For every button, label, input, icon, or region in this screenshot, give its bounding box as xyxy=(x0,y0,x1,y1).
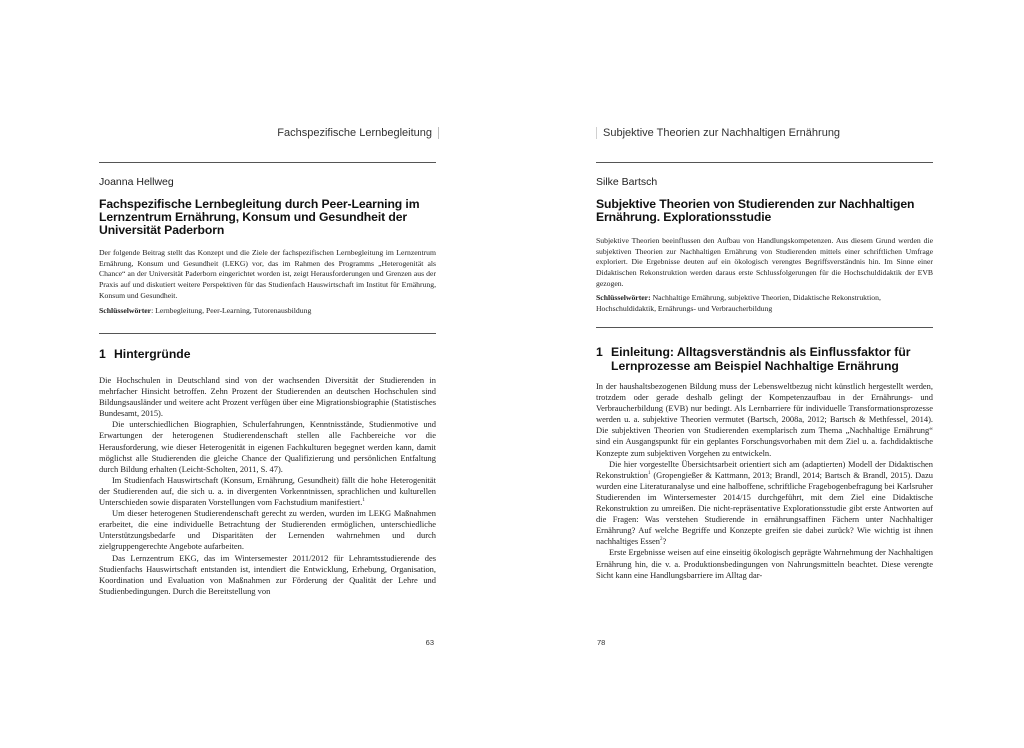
footnote-mark[interactable]: 2 xyxy=(659,537,663,543)
section-title-line2: Lernprozesse am Beispiel Nachhaltige Ernährung xyxy=(611,358,899,373)
keywords-list: Nachhaltige Ernährung, subjektive Theorien, Didaktische Rekonstruktion, Hochschuldidaktik, Ernährungs- und Verbraucherbildung xyxy=(596,293,881,313)
section-heading xyxy=(99,348,439,362)
paragraph: Die Hochschulen in Deutschland sind von der wachsenden Diversität der Studierenden in mehrfacher Hinsicht betroffen. Zehn Prozent der Studierenden an deutschen Hochschulen sind Bildungsausländer und weitere acht Prozent verfügen über eine Migrationsbiographie (Statistisches Bundesamt, 2015). xyxy=(99,375,436,419)
body-text xyxy=(99,375,436,597)
running-header: Fachspezifische Lernbegleitung xyxy=(277,127,439,139)
abstract: Der folgende Beitrag stellt das Konzept und die Ziele der fachspezifischen Lernbegleitung im Lernzentrum Ernährung, Konsum und Gesundheit (LEKG) vor, das im Rahmen des Programms „Heterogenität als Chance“ an der Universität Paderborn eingerichtet worden ist, zeigt Herausforderungen und Grenzen aus der Praxis auf und diskutiert weitere Perspektiven für das Studienfach Hauswirtschaft im Institut für Ernährung, Konsum und Gesundheit. xyxy=(99,248,436,300)
running-header: Subjektive Theorien zur Nachhaltigen Ernährung xyxy=(596,127,840,139)
keywords-list: : Lernbegleitung, Peer-Learning, Tutorenausbildung xyxy=(151,306,312,315)
keywords xyxy=(596,293,933,314)
header-rule xyxy=(596,162,933,163)
section-title: Hintergründe xyxy=(114,347,191,361)
paragraph: Im Studienfach Hauswirtschaft (Konsum, Ernährung, Gesundheit) fällt die hohe Heterogenität der Studierenden auf, die sich u. a. in divergenten Vorkenntnissen, sprachlichen und kulturellen Unterschieden sowie disparaten Vorstellungen vom Fachstudium manifestiert.$^1$ xyxy=(99,474,436,508)
paragraph: Die unterschiedlichen Biographien, Schulerfahrungen, Kenntnisstände, Studienmotive und Erwartungen der heterogenen Studierendenschaft stellen alle Fachbereiche vor die Herausforderung, wie dieser Heterogenität in eigenen Fachkulturen begegnet werden kann, damit möglichst alle Studierenden die gleiche Chance der Qualifizierung und persönlichen Entfaltung durch Bildung erhalten (Leicht-Scholten, 2011, S. 47). xyxy=(99,419,436,474)
keywords-label: Schlüsselwörter: xyxy=(596,293,651,302)
footnote-mark[interactable]: 1 xyxy=(648,470,651,476)
section-heading xyxy=(596,346,936,373)
section-number: 1 xyxy=(596,345,603,359)
keywords-rule xyxy=(99,333,436,334)
article-title: Subjektive Theorien von Studierenden zur Nachhaltigen Ernährung. Explorationsstudie xyxy=(596,197,915,225)
author-name: Silke Bartsch xyxy=(596,176,658,188)
paragraph: In der haushaltsbezogenen Bildung muss der Lebensweltbezug nicht künstlich hergestellt werden, trotzdem oder gerade deshalb gelingt der Kompetenzaufbau in der Ernährungs- und Verbraucherbildung (EVB) nur bedingt. Als Lernbarriere für individuelle Transformationsprozesse werden u. a. subjektive Theorien vermutet (Bartsch, 2008a, 2012; Bartsch & Methfessel, 2014). Die subjektiven Theorien von Studierenden exemplarisch zum Thema „Nachhaltige Ernährung“ sind ein Ausgangspunkt für ein geplantes Forschungsvorhaben mit dem Ziel u. a. fachdidaktische Konzepte zum subjektiven Vorgehen zu entwickeln. xyxy=(596,381,933,458)
keywords-rule xyxy=(596,327,933,328)
body-text xyxy=(596,381,933,581)
paragraph: Das Lernzentrum EKG, das im Wintersemester 2011/2012 für Lehramtsstudierende des Studienfachs Hauswirtschaft entstanden ist, intendiert die Entwicklung, Erhebung, Organisation, Koordination und Evaluation von Maßnahmen zur Förderung der Qualität der Lehre und Studienbedingungen. Durch die Bereitstellung von xyxy=(99,552,436,596)
paragraph: Um dieser heterogenen Studierendenschaft gerecht zu werden, wurden im LEKG Maßnahmen erarbeitet, die eine individuelle Betrachtung der Studierenden ermöglichen, unterschiedliche Unterstützungsbedarfe und Disparitäten der Lernenden wahrnehmen und durch zielgruppengerechte Angebote aufarbeiten. xyxy=(99,508,436,552)
page-number: 78 xyxy=(597,638,606,647)
author-name: Joanna Hellweg xyxy=(99,176,174,188)
keywords xyxy=(99,306,436,317)
keywords-label: Schlüsselwörter xyxy=(99,306,152,315)
header-rule xyxy=(99,162,436,163)
article-title: Fachspezifische Lernbegleitung durch Peer-Learning im Lernzentrum Ernährung, Konsum und Gesundheit der Universität Paderborn xyxy=(99,197,420,238)
section-title-line1: Einleitung: Alltagsverständnis als Einflussfaktor für xyxy=(611,345,911,359)
page-number: 63 xyxy=(425,638,434,647)
section-number: 1 xyxy=(99,347,106,361)
footnote-mark[interactable]: 1 xyxy=(362,498,365,504)
paragraph: Erste Ergebnisse weisen auf eine einseitig ökologisch geprägte Wahrnehmung der Nachhaltigen Ernährung hin, die v. a. Produktionsbedingungen von Nahrungsmitteln beachtet. Diese verengte Sicht kann eine Handlungsbarriere im Alltag dar- xyxy=(596,547,933,580)
abstract: Subjektive Theorien beeinflussen den Aufbau von Handlungskompetenzen. Aus diesem Grund werden die subjektiven Theorien zur Nachhaltigen Ernährung von Studierenden mittels einer schriftlichen Umfrage exploriert. Die Ergebnisse deuten auf ein ökologisch verengtes Begriffsverständnis hin. Im Sinne einer Didaktischen Rekonstruktion werden daraus erste Schlussfolgerungen für die Hochschuldidaktik der EVB gezogen. xyxy=(596,236,933,288)
paragraph: Die hier vorgestellte Übersichtsarbeit orientiert sich am (adaptierten) Modell der Didaktischen Rekonstruktion$^1$ (Gropengießer & Kattmann, 2013; Brandl, 2014; Bartsch & Brandl, 2015). Dazu wurden eine Literaturanalyse und eine halboffene, schriftliche Fragebogenbefragung bei Karlsruher Studierenden im Wintersemester 2014/15 durchgeführt, mit dem Ziel eine Didaktische Rekonstruktion zu umreißen. Die nicht-repräsentative Explorationsstudie gibt erste Antworten auf die Fragen: Was verstehen Studierende in ernährungsaffinen Fächern unter Nachhaltiger Ernährung? Auf welche Begriffe und Konzepte greifen sie dabei zurück? Wie wichtig ist ihnen nachhaltiges Essen$^2$? xyxy=(596,458,933,547)
